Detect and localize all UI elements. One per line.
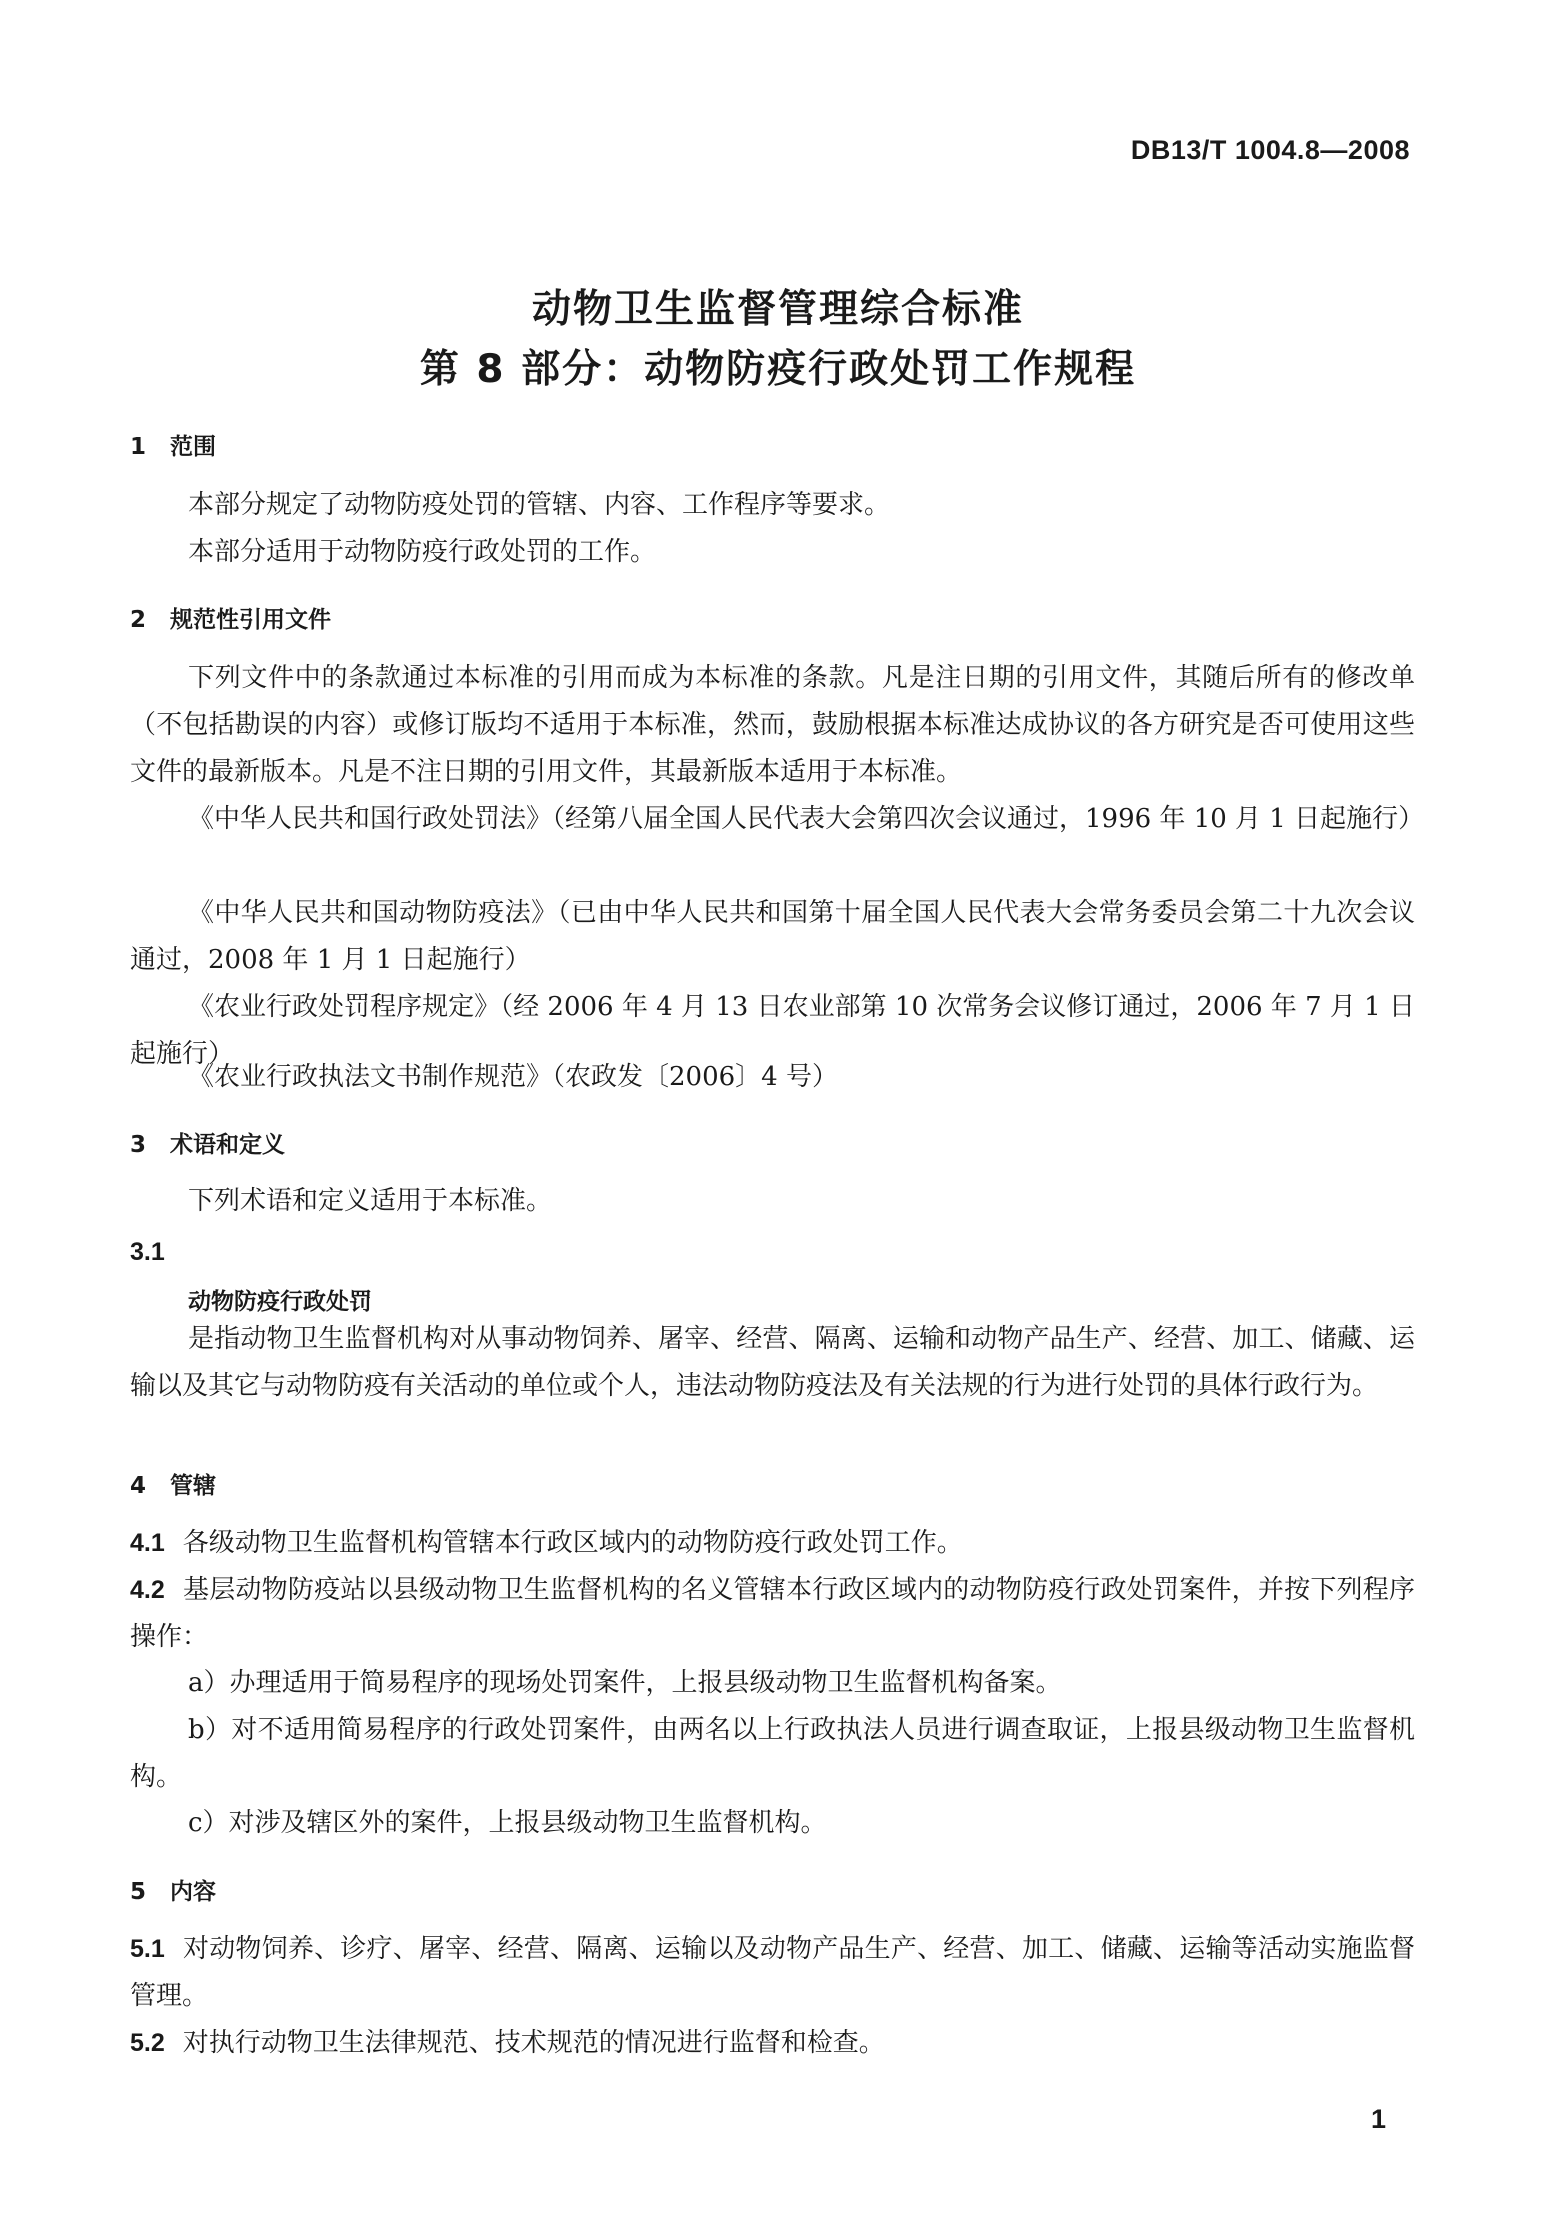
clause-text: 对执行动物卫生法律规范、技术规范的情况进行监督和检查。: [182, 2028, 885, 2058]
list-item-b: b）对不适用简易程序的行政处罚案件，由两名以上行政执法人员进行调查取证，上报县级动物卫生监督机构。: [130, 1715, 1415, 1792]
term-definition: 是指动物卫生监督机构对从事动物饲养、屠宰、经营、隔离、运输和动物产品生产、经营、加工、储藏、运输以及其它与动物防疫有关活动的单位或个人，违法动物防疫法及有关法规的行为进行处罚的具体行政行为。: [130, 1324, 1415, 1401]
list-item-a: a）办理适用于简易程序的现场处罚案件，上报县级动物卫生监督机构备案。: [188, 1668, 1062, 1698]
clause-4-1: [130, 1520, 1415, 1567]
term-number-text: 3.1: [130, 1238, 165, 1266]
section-number: 3: [130, 1132, 147, 1158]
term-name: 动物防疫行政处罚: [188, 1289, 372, 1315]
clause-4-2: [130, 1567, 1415, 1661]
section-number: 1: [130, 434, 147, 460]
section-title: 内容: [170, 1879, 216, 1905]
section-number: 2: [130, 607, 147, 633]
reference-item: 《中华人民共和国行政处罚法》（经第八届全国人民代表大会第四次会议通过，1996 年 10 月 1 日起施行）: [188, 804, 1425, 834]
reference-item: 《中华人民共和国动物防疫法》（已由中华人民共和国第十届全国人民代表大会常务委员会第二十九次会议通过，2008 年 1 月 1 日起施行）: [130, 898, 1415, 975]
section-number: 4: [130, 1473, 147, 1499]
section-number: 5: [130, 1879, 147, 1905]
clause-text: 各级动物卫生监督机构管辖本行政区域内的动物防疫行政处罚工作。: [182, 1528, 963, 1558]
paragraph: 本部分规定了动物防疫处罚的管辖、内容、工作程序等要求。: [188, 490, 891, 520]
section-title: 管辖: [170, 1473, 216, 1499]
section-2-heading: [130, 601, 331, 634]
clause-number: 5.1: [130, 1935, 165, 1963]
section-title: 范围: [170, 434, 216, 460]
section-3-heading: [130, 1126, 285, 1159]
document-title: 动物卫生监督管理综合标准: [531, 287, 1024, 332]
section-title: 规范性引用文件: [170, 607, 331, 633]
section-4-heading: [130, 1467, 216, 1500]
clause-5-2: [130, 2020, 1415, 2067]
section-1-heading: [130, 428, 216, 461]
document-subtitle: 第 8 部分：动物防疫行政处罚工作规程: [419, 347, 1137, 392]
clause-number: 4.1: [130, 1529, 165, 1557]
reference-item: 《农业行政处罚程序规定》（经 2006 年 4 月 13 日农业部第 10 次常务会议修订通过，2006 年 7 月 1 日起施行）: [130, 992, 1415, 1069]
section-title: 术语和定义: [170, 1132, 285, 1158]
paragraph: 下列文件中的条款通过本标准的引用而成为本标准的条款。凡是注日期的引用文件，其随后所有的修改单（不包括勘误的内容）或修订版均不适用于本标准，然而，鼓励根据本标准达成协议的各方研究是否可使用这些文件的最新版本。凡是不注日期的引用文件，其最新版本适用于本标准。: [130, 663, 1415, 787]
clause-5-1: [130, 1926, 1415, 2020]
list-item-c: c）对涉及辖区外的案件，上报县级动物卫生监督机构。: [188, 1808, 827, 1838]
clause-number: 4.2: [130, 1576, 165, 1604]
standard-code: DB13/T 1004.8—2008: [1130, 135, 1410, 165]
reference-item: 《农业行政执法文书制作规范》（农政发〔2006〕4 号）: [188, 1062, 838, 1092]
page-number: 1: [1370, 2104, 1386, 2134]
paragraph: 本部分适用于动物防疫行政处罚的工作。: [188, 537, 657, 567]
clause-text: 基层动物防疫站以县级动物卫生监督机构的名义管辖本行政区域内的动物防疫行政处罚案件，并按下列程序操作：: [130, 1575, 1415, 1652]
term-number: [130, 1238, 165, 1267]
clause-number: 5.2: [130, 2029, 165, 2057]
section-5-heading: [130, 1873, 216, 1906]
clause-text: 对动物饲养、诊疗、屠宰、经营、隔离、运输以及动物产品生产、经营、加工、储藏、运输等活动实施监督管理。: [130, 1934, 1415, 2011]
paragraph: 下列术语和定义适用于本标准。: [188, 1186, 553, 1216]
